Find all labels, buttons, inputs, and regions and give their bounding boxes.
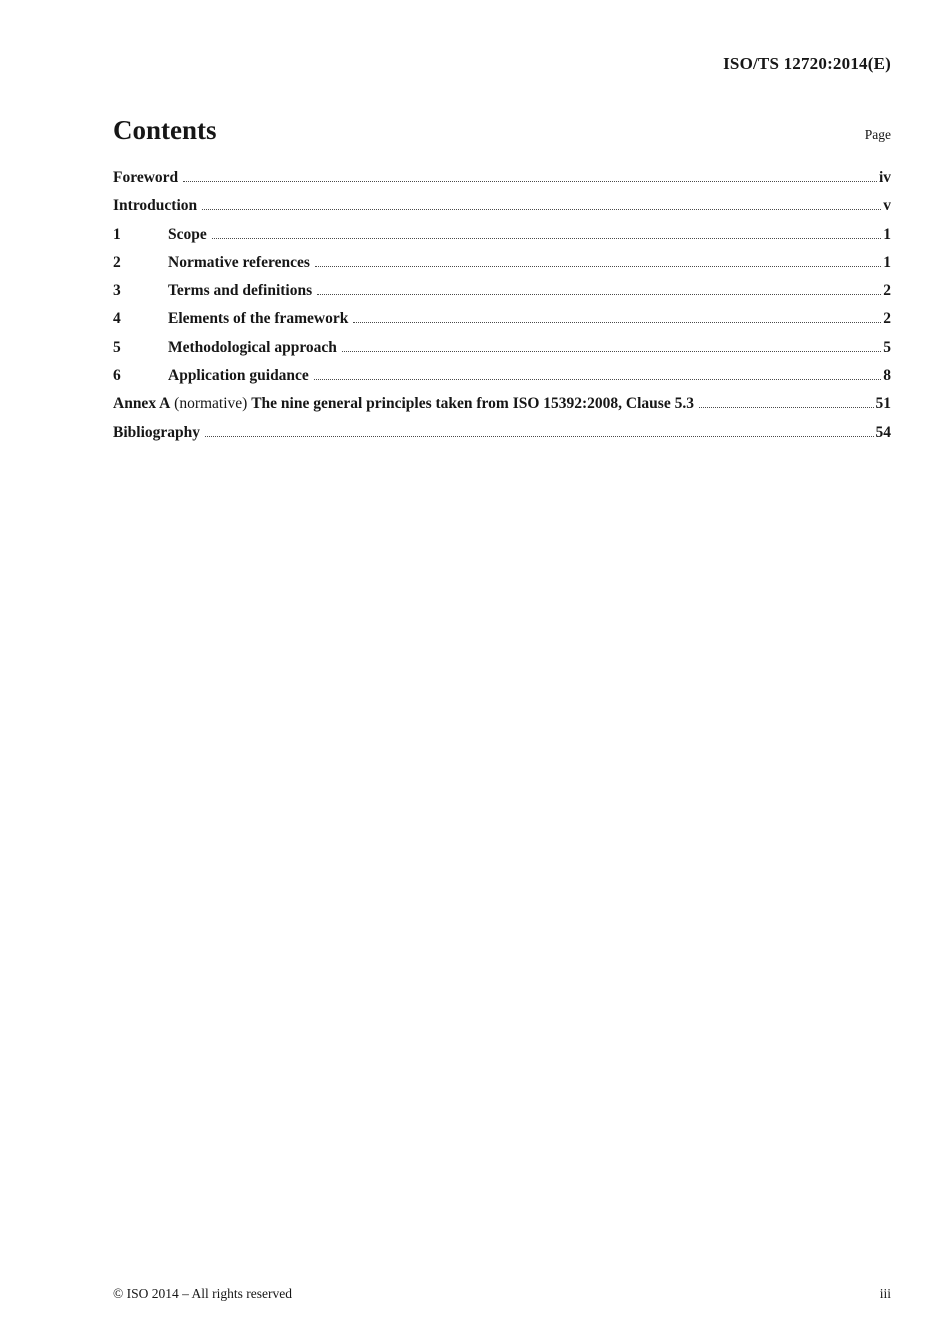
toc-entry-number: 1 — [113, 225, 121, 243]
dot-leader — [202, 209, 881, 210]
toc-entry-normative-references — [113, 254, 891, 282]
toc-entry-application-guidance — [113, 367, 891, 395]
folio-page-number: iii — [879, 1286, 891, 1301]
toc-entry-page: 51 — [875, 395, 891, 413]
toc-entry-label: Introduction — [113, 197, 198, 215]
toc-entry-label: Methodological approach — [168, 338, 337, 356]
document-reference: ISO/TS 12720:2014(E) — [723, 54, 891, 73]
dot-leader — [317, 294, 881, 295]
toc-entry-label: Foreword — [113, 169, 179, 186]
toc-entry-scope — [113, 226, 891, 254]
toc-entry-label: Scope — [168, 225, 207, 243]
toc-entry-number: 3 — [113, 282, 121, 300]
copyright-notice: © ISO 2014 – All rights reserved — [113, 1286, 292, 1301]
page-footer — [113, 1286, 891, 1302]
dot-leader — [699, 407, 874, 408]
dot-leader — [314, 379, 881, 380]
toc-entry-label: Elements of the framework — [168, 310, 349, 328]
toc-entry-label — [113, 395, 694, 413]
contents-title: Contents — [113, 115, 217, 145]
toc-entry-terms-and-definitions — [113, 282, 891, 310]
toc-entry-page: v — [883, 197, 891, 215]
toc-entry-label: Application guidance — [168, 367, 309, 385]
toc-entry-label: Bibliography — [113, 423, 200, 441]
toc-entry-annex-a — [113, 395, 891, 423]
toc-entry-page: 54 — [875, 423, 891, 441]
toc-entry-number: 2 — [113, 253, 121, 271]
page-column-label: Page — [864, 127, 891, 142]
dot-leader — [315, 266, 881, 267]
annex-id: Annex A — [113, 395, 171, 413]
toc-entry-page: 2 — [883, 310, 891, 328]
toc-entry-elements-of-framework — [113, 310, 891, 338]
dot-leader — [212, 238, 882, 239]
contents-header — [113, 115, 891, 146]
toc-entry-methodological-approach — [113, 339, 891, 367]
dot-leader — [353, 322, 881, 323]
toc-entry-label: Normative references — [168, 253, 310, 271]
toc-entry-page: 8 — [883, 367, 891, 385]
toc-entry-bibliography — [113, 424, 891, 452]
dot-leader — [342, 351, 881, 352]
toc-entry-page: iv — [878, 169, 891, 186]
toc-entry-page: 2 — [883, 282, 891, 300]
toc-entry-number: 4 — [113, 310, 121, 328]
annex-qualifier: (normative) — [170, 395, 252, 413]
dot-leader — [205, 436, 874, 437]
toc-entry-page: 1 — [883, 225, 891, 243]
toc-entry-number: 6 — [113, 367, 121, 385]
toc-entry-page: 1 — [883, 253, 891, 271]
toc-entry-label: Terms and definitions — [168, 282, 313, 300]
toc-entry-foreword — [113, 169, 891, 197]
dot-leader — [183, 181, 877, 182]
annex-title: The nine general principles taken from ISO 15392:2008, Clause 5.3 — [251, 395, 694, 413]
toc-entry-page: 5 — [883, 338, 891, 356]
toc-entry-introduction — [113, 197, 891, 225]
table-of-contents — [113, 169, 891, 452]
toc-entry-number: 5 — [113, 338, 121, 356]
